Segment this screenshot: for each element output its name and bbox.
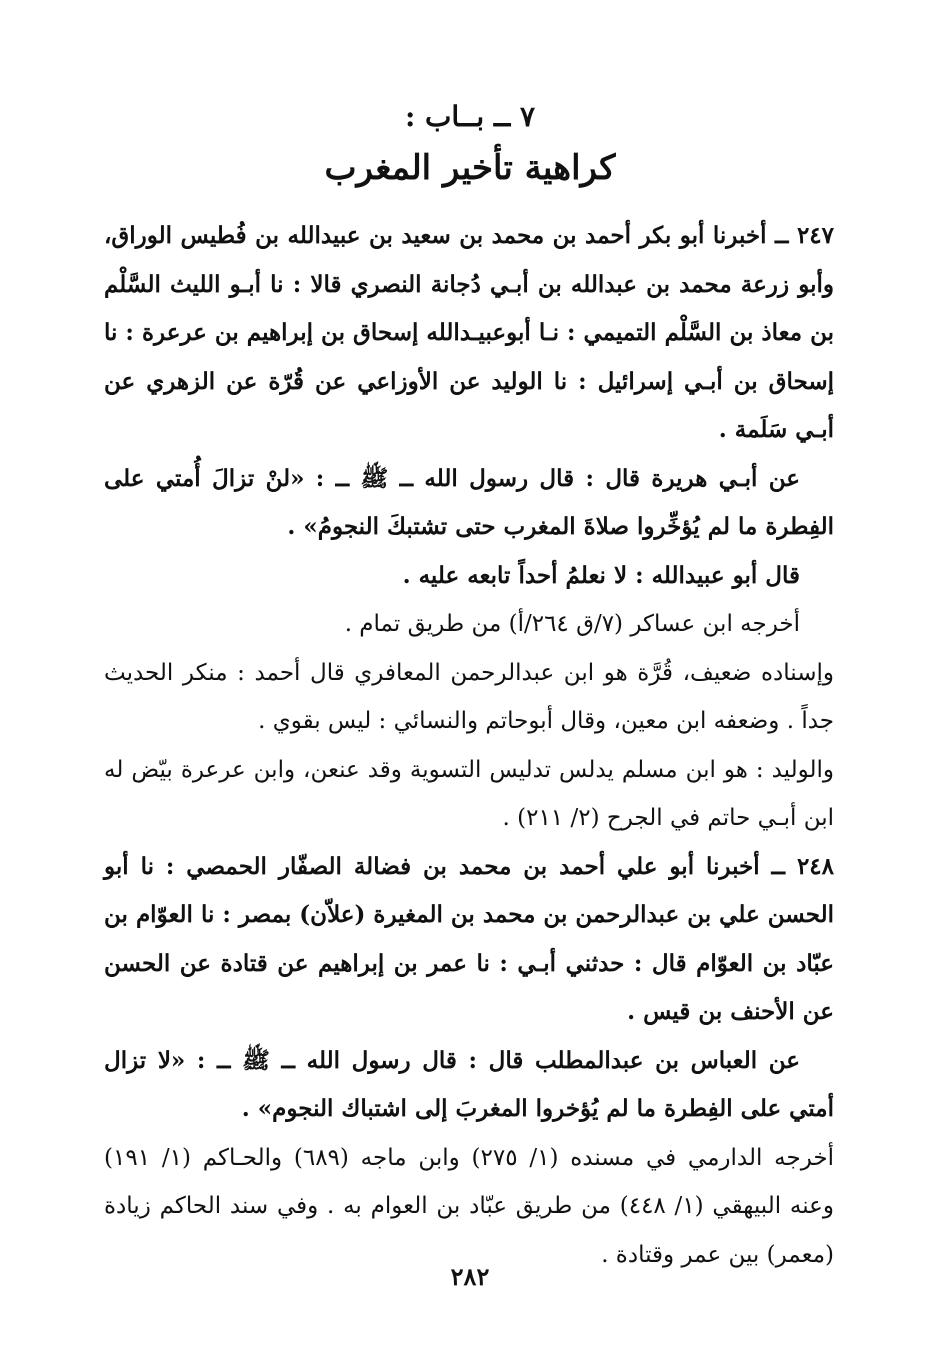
takhrij-248: أخرجه الدارمي في مسنده (١/ ٢٧٥) وابن ماجه (٦٨٩) والحـاكم (١/ ١٩١) وعنه البيهقي (١/ ٤٤٨) من طريق عبّاد بن العوام به . وفي سند الحاكم زيادة (معمر) بين عمر وقتادة .: [104, 1144, 834, 1268]
page-body: [104, 212, 834, 1279]
takhrij-247-isnad: وإسناده ضعيف، قُرَّة هو ابن عبدالرحمن المعافري قال أحمد : منكر الحديث جداً . وضعفه ابن معين، وقال أبوحاتم والنسائي : ليس بقوي .: [104, 659, 834, 734]
hadith-247-text: عن أبـي هريرة قال : قال رسول الله ــ ﷺ ــ : «لنْ تزالَ أُمتي على الفِطرة ما لم يُؤخِّروا صلاةَ المغرب حتى تشتبكَ النجومُ» .: [104, 464, 834, 540]
hadith-247-comment: قال أبو عبيدالله : لا نعلمُ أحداً تابعه عليه .: [402, 561, 800, 589]
page-number: ٢٨٢: [450, 1262, 490, 1291]
hadith-248-text: عن العباس بن عبدالمطلب قال : قال رسول الله ــ ﷺ ــ : «لا تزال أمتي على الفِطرة ما لم يُؤخروا المغربَ إلى اشتباك النجوم» .: [104, 1046, 834, 1122]
takhrij-247-walid: والوليد : هو ابن مسلم يدلس تدليس التسوية وقد عنعن، وابن عرعرة بيّض له ابن أبـي حاتم في الجرح (٢/ ٢١١) .: [104, 756, 834, 831]
hadith-248-chain: ٢٤٨ ــ أخبرنا أبو علي أحمد بن محمد بن فضالة الصفّار الحمصي : نا أبو الحسن علي بن عبدالرحمن بن محمد بن المغيرة (علاّن) بمصر : نا العوّام بن عبّاد بن العوّام قال : حدثني أبـي : نا عمر بن إبراهيم عن قتادة عن الحسن عن الأحنف بن قيس .: [104, 852, 834, 1025]
takhrij-247-source: أخرجه ابن عساكر (٧/ق ٢٦٤/أ) من طريق تمام .: [344, 611, 800, 637]
hadith-247-chain: ٢٤٧ ــ أخبرنا أبو بكر أحمد بن محمد بن سعيد بن عبيدالله بن فُطيس الوراق، وأبو زرعة محمد بن عبدالله بن أبـي دُجانة النصري قالا : نا أبـو الليث السَّلْم بن معاذ بن السَّلْم التميمي : نـا أبوعبيـدالله إسحاق بن إبراهيم بن عرعرة : نا إسحاق بن أبـي إسرائيل : نا الوليد عن الأوزاعي عن قُرّة عن الزهري عن أبـي سَلَمة .: [104, 222, 834, 443]
chapter-number: ٧ ــ بــاب :: [404, 100, 536, 133]
chapter-title: كراهية تأخير المغرب: [324, 148, 616, 188]
